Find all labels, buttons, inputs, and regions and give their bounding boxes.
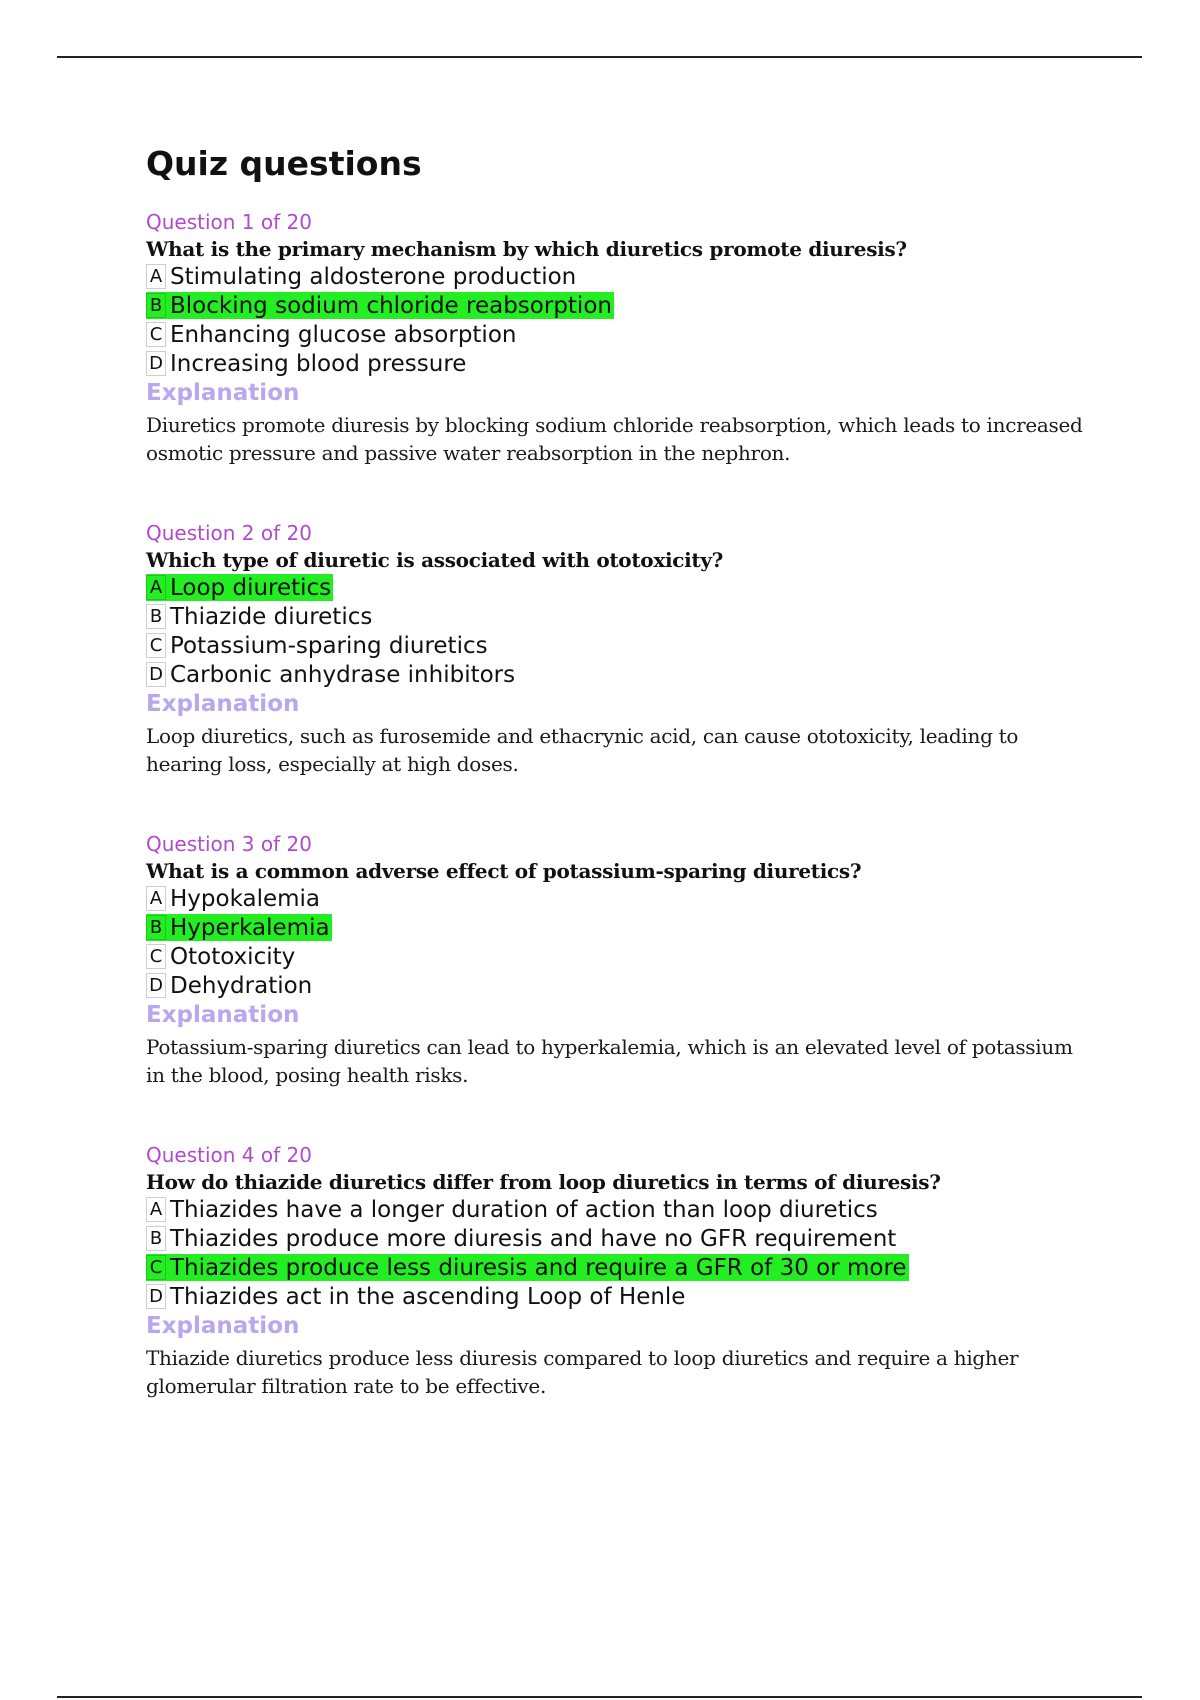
question-text: How do thiazide diuretics differ from loop diuretics in terms of diuresis? <box>146 1170 941 1194</box>
answer-option-c[interactable] <box>146 320 1086 349</box>
answer-options <box>146 262 1086 378</box>
option-text: Ototoxicity <box>170 943 296 970</box>
option-text: Hypokalemia <box>170 885 321 912</box>
question-text: What is a common adverse effect of potassium-sparing diuretics? <box>146 859 862 883</box>
option-text: Increasing blood pressure <box>170 350 467 377</box>
explanation-heading: Explanation <box>146 380 300 406</box>
option-text: Thiazides produce more diuresis and have no GFR requirement <box>170 1225 897 1252</box>
question-block <box>146 831 1086 1089</box>
answer-options <box>146 573 1086 689</box>
answer-option-b[interactable] <box>146 913 1086 942</box>
explanation-heading: Explanation <box>146 1313 300 1339</box>
option-letter: D <box>146 973 166 998</box>
option-text: Potassium-sparing diuretics <box>170 632 488 659</box>
option-text: Dehydration <box>170 972 313 999</box>
question-counter: Question 4 of 20 <box>146 1143 312 1167</box>
top-rule <box>57 56 1142 58</box>
answer-option-d[interactable] <box>146 1282 1086 1311</box>
page-title: Quiz questions <box>146 144 422 183</box>
option-text: Thiazides act in the ascending Loop of Henle <box>170 1283 686 1310</box>
answer-option-b[interactable] <box>146 602 1086 631</box>
option-text: Blocking sodium chloride reabsorption <box>170 292 612 319</box>
quiz-content <box>146 140 1086 1400</box>
option-text: Stimulating aldosterone production <box>170 263 577 290</box>
answer-option-b[interactable] <box>146 291 1086 320</box>
answer-option-b[interactable] <box>146 1224 1086 1253</box>
option-letter: D <box>146 351 166 376</box>
bottom-rule <box>57 1696 1142 1698</box>
option-text: Loop diuretics <box>170 574 332 601</box>
answer-option-d[interactable] <box>146 349 1086 378</box>
answer-option-d[interactable] <box>146 660 1086 689</box>
option-text: Enhancing glucose absorption <box>170 321 517 348</box>
answer-option-c[interactable] <box>146 1253 1086 1282</box>
option-letter: D <box>146 662 166 687</box>
explanation-text: Loop diuretics, such as furosemide and ethacrynic acid, can cause ototoxicity, leading to hearing loss, especially at high doses. <box>146 724 1019 776</box>
option-letter: C <box>146 944 166 969</box>
option-letter: B <box>146 604 166 629</box>
option-text: Carbonic anhydrase inhibitors <box>170 661 516 688</box>
explanation-heading: Explanation <box>146 691 300 717</box>
answer-options <box>146 1195 1086 1311</box>
answer-option-d[interactable] <box>146 971 1086 1000</box>
question-text: Which type of diuretic is associated with ototoxicity? <box>146 548 724 572</box>
option-letter: A <box>146 886 166 911</box>
question-counter: Question 2 of 20 <box>146 521 312 545</box>
option-letter: A <box>146 1197 166 1222</box>
option-letter: C <box>146 633 166 658</box>
explanation-text: Diuretics promote diuresis by blocking sodium chloride reabsorption, which leads to increased osmotic pressure and passive water reabsorption in the nephron. <box>146 413 1083 465</box>
question-block <box>146 520 1086 778</box>
option-text: Thiazides have a longer duration of action than loop diuretics <box>170 1196 878 1223</box>
question-block <box>146 1142 1086 1400</box>
answer-option-a[interactable] <box>146 262 1086 291</box>
question-text: What is the primary mechanism by which diuretics promote diuresis? <box>146 237 907 261</box>
option-letter: B <box>146 1226 166 1251</box>
option-text: Thiazides produce less diuresis and require a GFR of 30 or more <box>170 1254 907 1281</box>
explanation-heading: Explanation <box>146 1002 300 1028</box>
answer-option-a[interactable] <box>146 1195 1086 1224</box>
option-letter: C <box>146 322 166 347</box>
explanation-text: Potassium-sparing diuretics can lead to hyperkalemia, which is an elevated level of potassium in the blood, posing health risks. <box>146 1035 1073 1087</box>
answer-option-a[interactable] <box>146 573 1086 602</box>
answer-option-c[interactable] <box>146 942 1086 971</box>
answer-options <box>146 884 1086 1000</box>
option-letter: B <box>146 293 166 318</box>
option-letter: A <box>146 264 166 289</box>
option-text: Hyperkalemia <box>170 914 330 941</box>
explanation-text: Thiazide diuretics produce less diuresis compared to loop diuretics and require a higher glomerular filtration rate to be effective. <box>146 1346 1019 1398</box>
option-text: Thiazide diuretics <box>170 603 373 630</box>
question-counter: Question 1 of 20 <box>146 210 312 234</box>
answer-option-a[interactable] <box>146 884 1086 913</box>
option-letter: B <box>146 915 166 940</box>
question-counter: Question 3 of 20 <box>146 832 312 856</box>
option-letter: A <box>146 575 166 600</box>
option-letter: C <box>146 1255 166 1280</box>
question-block <box>146 209 1086 467</box>
answer-option-c[interactable] <box>146 631 1086 660</box>
option-letter: D <box>146 1284 166 1309</box>
